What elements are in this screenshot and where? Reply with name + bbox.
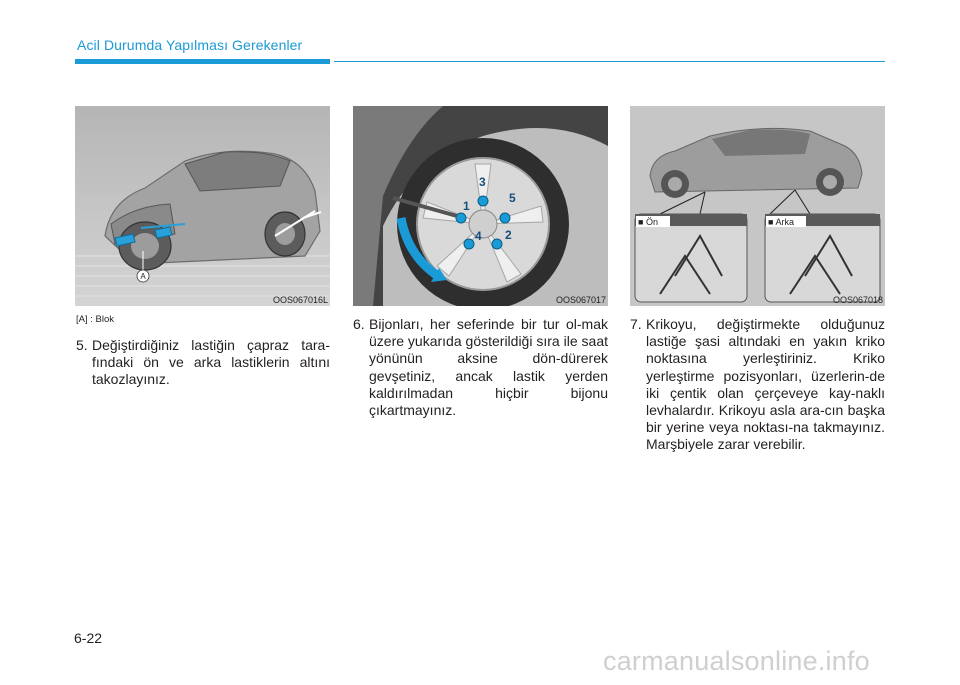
figure-jack-points	[630, 106, 885, 306]
nut-number-5: 5	[509, 191, 516, 205]
svg-text:■ Arka	[768, 217, 794, 227]
figure-caption: [A] : Blok	[76, 314, 115, 325]
nut-number-4: 4	[475, 229, 482, 243]
label-rear: Arka	[775, 217, 794, 227]
step-number: 5.	[76, 337, 88, 353]
step-6	[353, 316, 608, 419]
step-7	[630, 316, 885, 454]
legend-mark-front: ■	[638, 217, 644, 227]
figure-code: OOS067018	[832, 295, 883, 305]
step-5	[76, 337, 330, 389]
page-number: 6-22	[74, 630, 103, 646]
figure-code: OOS067016L	[272, 295, 328, 305]
step-text: Bijonları, her seferinde bir tur ol-mak üzere yukarıda gösterildiği sıra ile saat yönünün aksine dön-dürerek gevşetiniz, ancak lastik yerden kaldırılmadan hiçbir bijonu çıkartmayınız.	[369, 316, 608, 419]
svg-text:■ Ön	[638, 217, 658, 227]
step-number: 6.	[353, 316, 365, 332]
marker-a: A	[140, 272, 146, 281]
section-title: Acil Durumda Yapılması Gerekenler	[77, 37, 303, 53]
watermark: carmanualsonline.info	[603, 646, 870, 676]
nut-number-3: 3	[479, 175, 486, 189]
nut-number-2: 2	[505, 228, 512, 242]
step-text: Değiştirdiğiniz lastiğin çapraz tara-fındaki ön ve arka lastiklerin altını takozlayınız.	[92, 337, 330, 388]
label-front: Ön	[645, 217, 658, 227]
header-rule-thin	[334, 61, 885, 62]
figure-lug-nut-order	[353, 106, 608, 306]
figure-code: OOS067017	[555, 295, 606, 305]
figure-wheel-blocks	[75, 106, 330, 306]
nut-number-1: 1	[463, 199, 470, 213]
header-rule-thick	[75, 59, 330, 64]
legend-mark-rear: ■	[768, 217, 774, 227]
step-text: Krikoyu, değiştirmekte olduğunuz lastiğe şasi altındaki en yakın kriko noktasına yerleştiriniz. Kriko yerleştirme pozisyonları, üzerlerin-de iki çentik olan çerçeveye kay-naklı levhalardır. Krikoyu asla ara-cın başka bir yerine veya noktası-na takmayınız. Marşbiyele zarar verebilir.	[646, 316, 885, 453]
step-number: 7.	[630, 316, 642, 332]
